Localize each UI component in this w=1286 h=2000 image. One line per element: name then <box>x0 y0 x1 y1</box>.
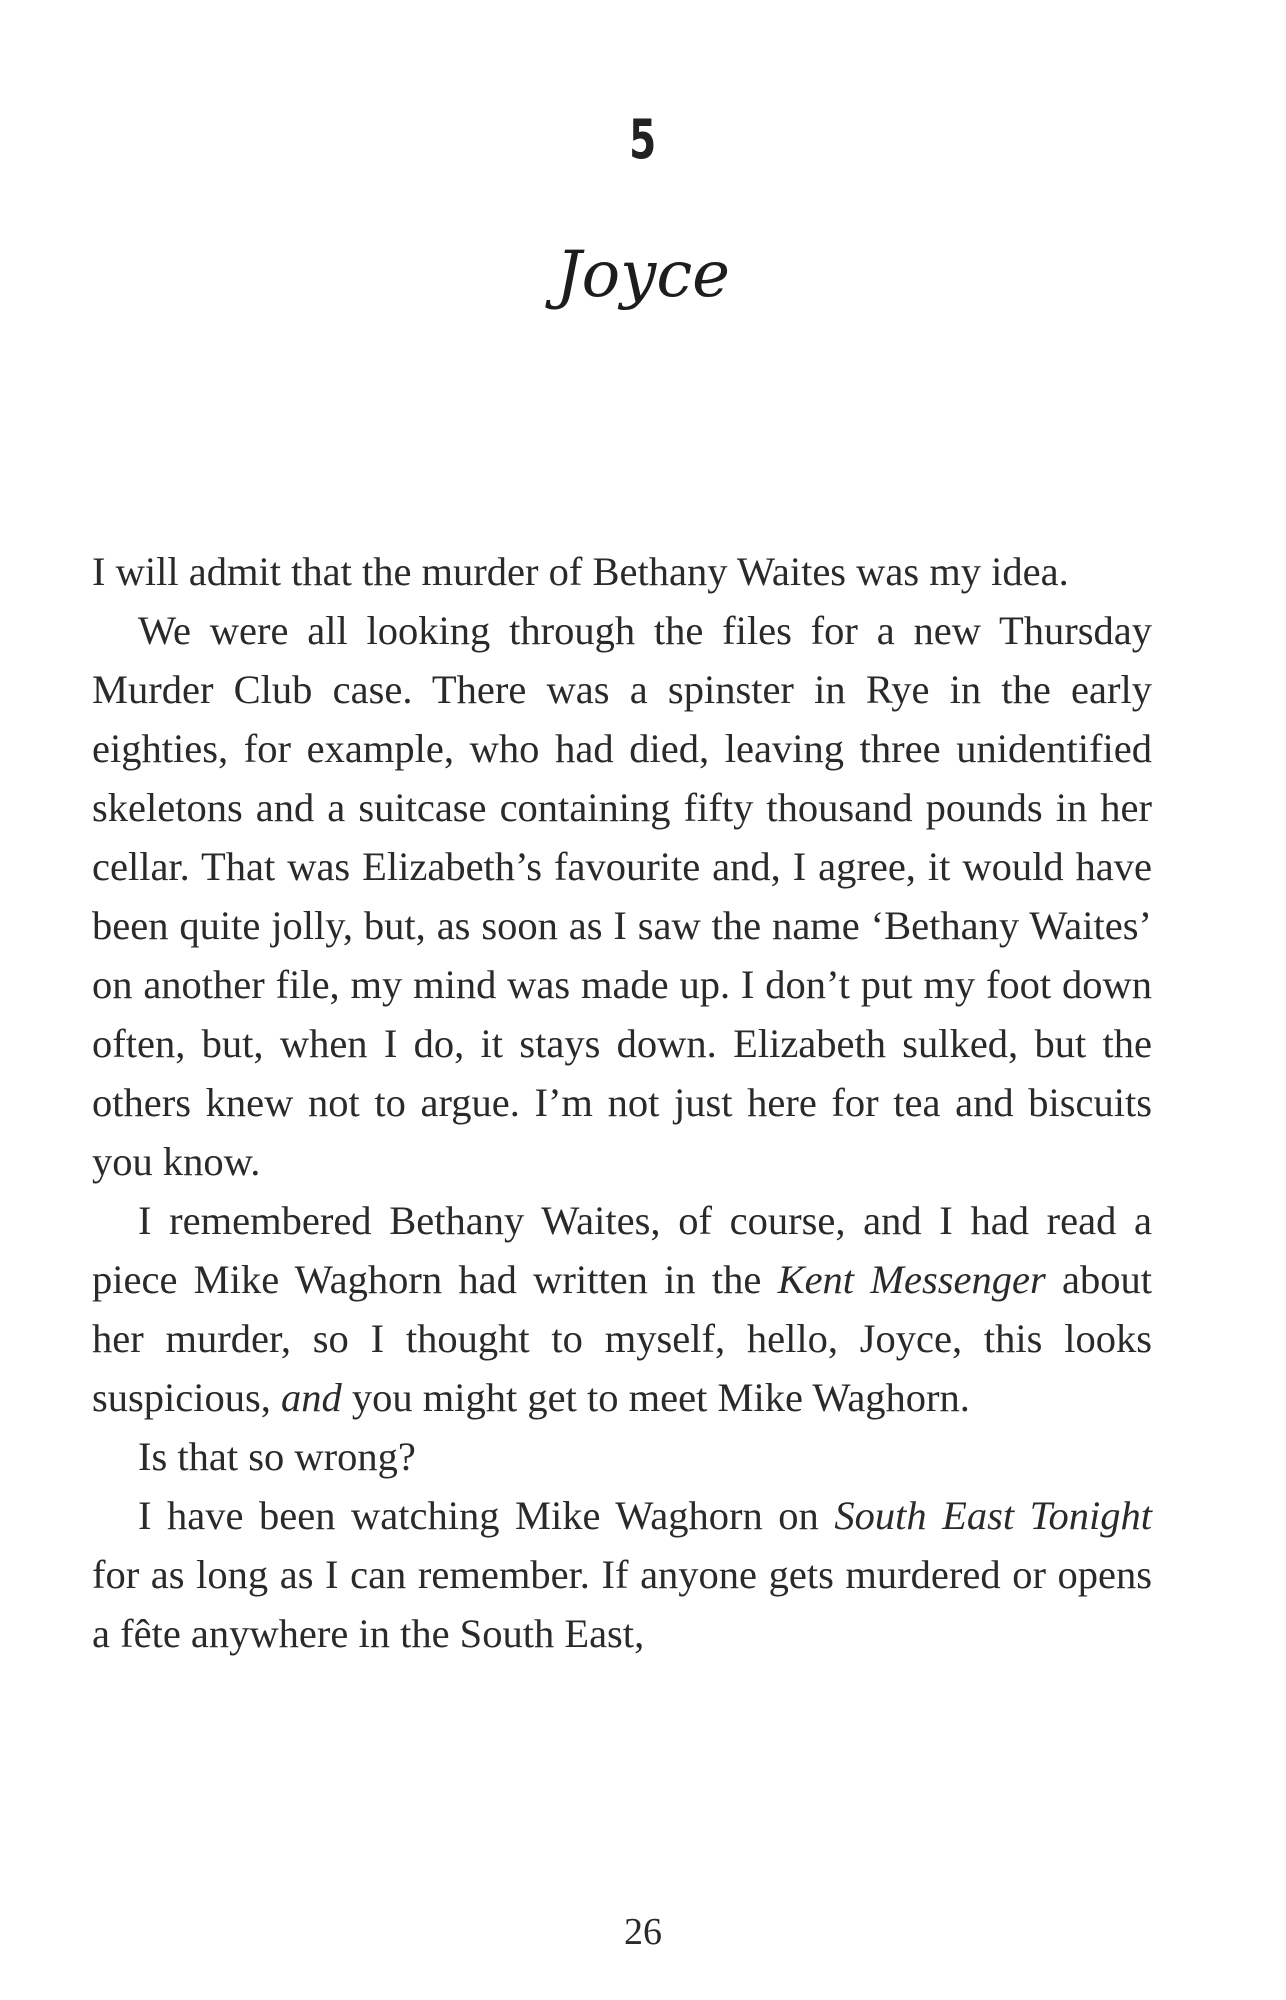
italic-text-run: and <box>281 1375 342 1420</box>
page-number: 26 <box>624 1911 662 1953</box>
text-run: about her murder, so I thought to myself, hello, Joyce, this looks suspicious, <box>92 1257 1152 1420</box>
paragraph <box>92 1427 1152 1486</box>
chapter-title: Joyce <box>555 238 731 312</box>
chapter-number: 5 <box>629 108 657 171</box>
text-run: I remembered Bethany Waites, of course, and I had read a piece Mike Waghorn had written in the <box>92 1198 1152 1302</box>
text-run: for as long as I can remember. If anyone gets murdered or opens a fête anywhere in the South East, <box>92 1552 1152 1656</box>
paragraph <box>92 542 1152 601</box>
paragraph <box>92 1486 1152 1663</box>
italic-text-run: South East Tonight <box>834 1493 1152 1538</box>
paragraph <box>92 601 1152 1191</box>
text-run: you might get to meet Mike Waghorn. <box>341 1375 970 1420</box>
paragraph <box>92 1191 1152 1427</box>
text-run: We were all looking through the files for a new Thursday Murder Club case. There was a spinster in Rye in the early eighties, for example, who had died, leaving three unidentified skeletons and a suitcase containing fifty thousand pounds in her cellar. That was Elizabeth’s favourite and, I agree, it would have been quite jolly, but, as soon as I saw the name ‘Bethany Waites’ on another file, my mind was made up. I don’t put my foot down often, but, when I do, it stays down. Elizabeth sulked, but the others knew not to argue. I’m not just here for tea and biscuits you know. <box>92 608 1152 1184</box>
italic-text-run: Kent Messenger <box>777 1257 1046 1302</box>
text-run: Is that so wrong? <box>138 1434 416 1479</box>
text-run: I have been watching Mike Waghorn on <box>138 1493 835 1538</box>
chapter-body <box>92 542 1152 1663</box>
text-run: I will admit that the murder of Bethany Waites was my idea. <box>92 549 1069 594</box>
